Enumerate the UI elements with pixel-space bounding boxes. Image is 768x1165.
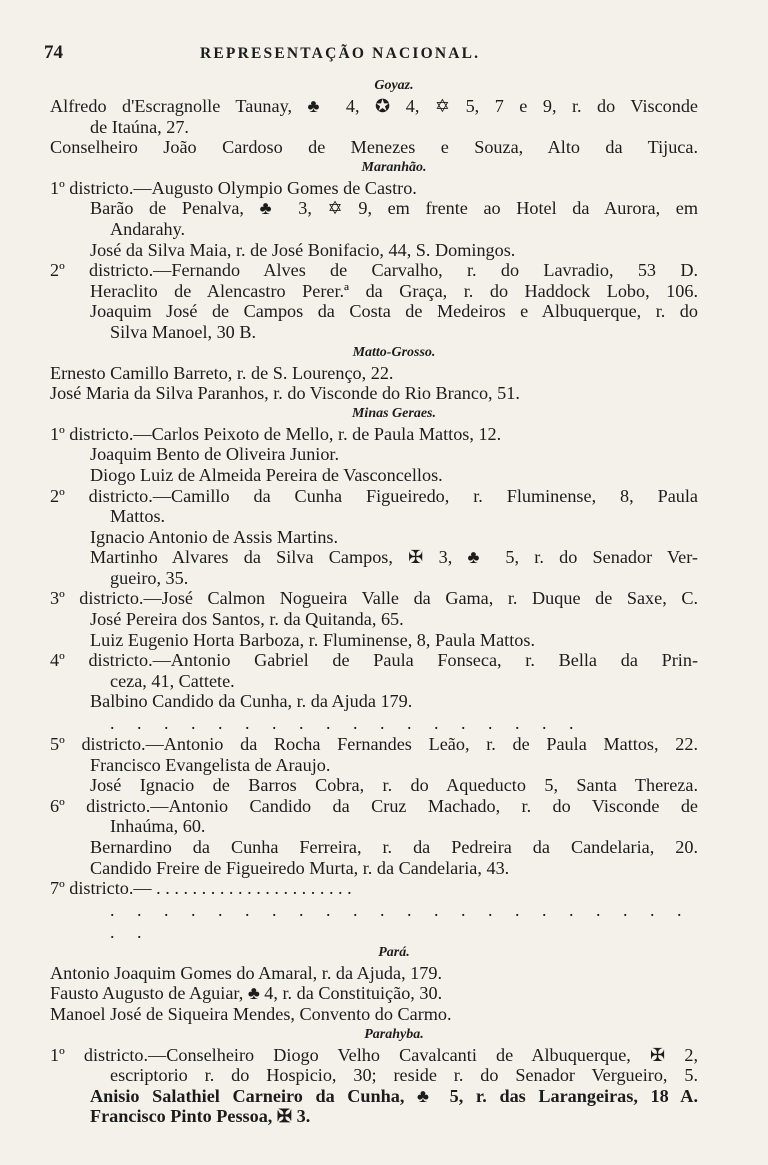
- entry-line: escriptorio r. do Hospicio, 30; reside r. do Senador Vergueiro, 5.: [110, 1065, 698, 1086]
- entry-line: 3º districto.—José Calmon Nogueira Valle da Gama, r. Duque de Saxe, C.: [50, 588, 698, 609]
- entry-line: Diogo Luiz de Almeida Pereira de Vasconcellos.: [90, 464, 443, 485]
- entry-line: de Itaúna, 27.: [90, 116, 189, 137]
- entry-line: Joaquim Bento de Oliveira Junior.: [90, 444, 340, 465]
- entry-line: Fausto Augusto de Aguiar, ♣ 4, r. da Constituição, 30.: [50, 983, 443, 1004]
- entry-line: Heraclito de Alencastro Perer.ª da Graça, r. do Haddock Lobo, 106.: [90, 280, 698, 301]
- entry-line: 7º districto.— . . . . . . . . . . . . . . . . . . . . . .: [50, 878, 352, 899]
- section-heading: Parahyba.: [364, 1026, 424, 1042]
- entry-line: Balbino Candido da Cunha, r. da Ajuda 179.: [90, 691, 413, 712]
- section-heading: Maranhão.: [361, 159, 427, 175]
- entry-line: ceza, 41, Cattete.: [110, 670, 235, 691]
- dotted-leader: . . . . . . . . . . . . . . . . . .: [110, 713, 583, 734]
- entry-line: José Maria da Silva Paranhos, r. do Visconde do Rio Branco, 51.: [50, 383, 520, 404]
- entry-line: Francisco Pinto Pessoa, ✠ 3.: [90, 1106, 311, 1127]
- entry-line: José Ignacio de Barros Cobra, r. do Aqueducto 5, Santa Thereza.: [90, 775, 698, 796]
- entry-line: Luiz Eugenio Horta Barboza, r. Fluminense, 8, Paula Mattos.: [90, 629, 535, 650]
- page-number: 74: [44, 42, 63, 63]
- directory-text: [50, 76, 698, 1127]
- entry-line: 6º districto.—Antonio Candido da Cruz Machado, r. do Visconde de: [50, 795, 698, 816]
- entry-line: Francisco Evangelista de Araujo.: [90, 754, 331, 775]
- section-heading: Pará.: [378, 944, 410, 960]
- section-heading: Matto-Grosso.: [352, 344, 436, 360]
- entry-line: Candido Freire de Figueiredo Murta, r. da Candelaria, 43.: [90, 857, 510, 878]
- entry-line: Manoel José de Siqueira Mendes, Convento do Carmo.: [50, 1003, 452, 1024]
- entry-line: 1º districto.—Conselheiro Diogo Velho Cavalcanti de Albuquerque, ✠ 2,: [50, 1044, 698, 1065]
- entry-line: Martinho Alvares da Silva Campos, ✠ 3, ♣ 5, r. do Senador Ver-: [90, 547, 698, 568]
- entry-line: 1º districto.—Augusto Olympio Gomes de Castro.: [50, 177, 417, 198]
- entry-line: Andarahy.: [110, 218, 186, 239]
- entry-line: Mattos.: [110, 506, 166, 527]
- dotted-leader: . . . . . . . . . . . . . . . . . . . . . . . .: [110, 899, 691, 942]
- entry-line: Joaquim José de Campos da Costa de Medeiros e Albuquerque, r. do: [90, 301, 698, 322]
- entry-line: gueiro, 35.: [110, 567, 189, 588]
- entry-line: José Pereira dos Santos, r. da Quitanda, 65.: [90, 609, 404, 630]
- entry-line: José da Silva Maia, r. de José Bonifacio, 44, S. Domingos.: [90, 239, 516, 260]
- entry-line: 1º districto.—Carlos Peixoto de Mello, r. de Paula Mattos, 12.: [50, 423, 502, 444]
- entry-line: Ignacio Antonio de Assis Martins.: [90, 526, 339, 547]
- page-header: [44, 42, 724, 68]
- entry-line: 5º districto.—Antonio da Rocha Fernandes Leão, r. de Paula Mattos, 22.: [50, 734, 698, 755]
- section-heading: Goyaz.: [374, 78, 414, 93]
- entry-line: Barão de Penalva, ♣ 3, ✡ 9, em frente ao Hotel da Aurora, em: [90, 198, 698, 219]
- entry-line: Silva Manoel, 30 B.: [110, 321, 256, 342]
- entry-line: Alfredo d'Escragnolle Taunay, ♣ 4, ✪ 4, ✡ 5, 7 e 9, r. do Visconde: [50, 96, 698, 116]
- entry-line: 2º districto.—Fernando Alves de Carvalho, r. do Lavradio, 53 D.: [50, 260, 698, 281]
- entry-line: Inhaúma, 60.: [110, 816, 206, 837]
- section-heading: Minas Geraes.: [351, 405, 436, 421]
- running-title: REPRESENTAÇÃO NACIONAL.: [200, 45, 481, 62]
- entry-line: 4º districto.—Antonio Gabriel de Paula Fonseca, r. Bella da Prin-: [50, 650, 698, 671]
- entry-line: Bernardino da Cunha Ferreira, r. da Pedreira da Candelaria, 20.: [90, 837, 698, 857]
- entry-line: Antonio Joaquim Gomes do Amaral, r. da Ajuda, 179.: [50, 962, 442, 983]
- entry-line: Conselheiro João Cardoso de Menezes e Souza, Alto da Tijuca.: [50, 137, 698, 158]
- entry-line: Ernesto Camillo Barreto, r. de S. Lourenço, 22.: [50, 362, 394, 383]
- entry-line: 2º districto.—Camillo da Cunha Figueiredo, r. Fluminense, 8, Paula: [50, 485, 698, 506]
- entry-line: Anisio Salathiel Carneiro da Cunha, ♣ 5, r. das Larangeiras, 18 A.: [90, 1085, 698, 1106]
